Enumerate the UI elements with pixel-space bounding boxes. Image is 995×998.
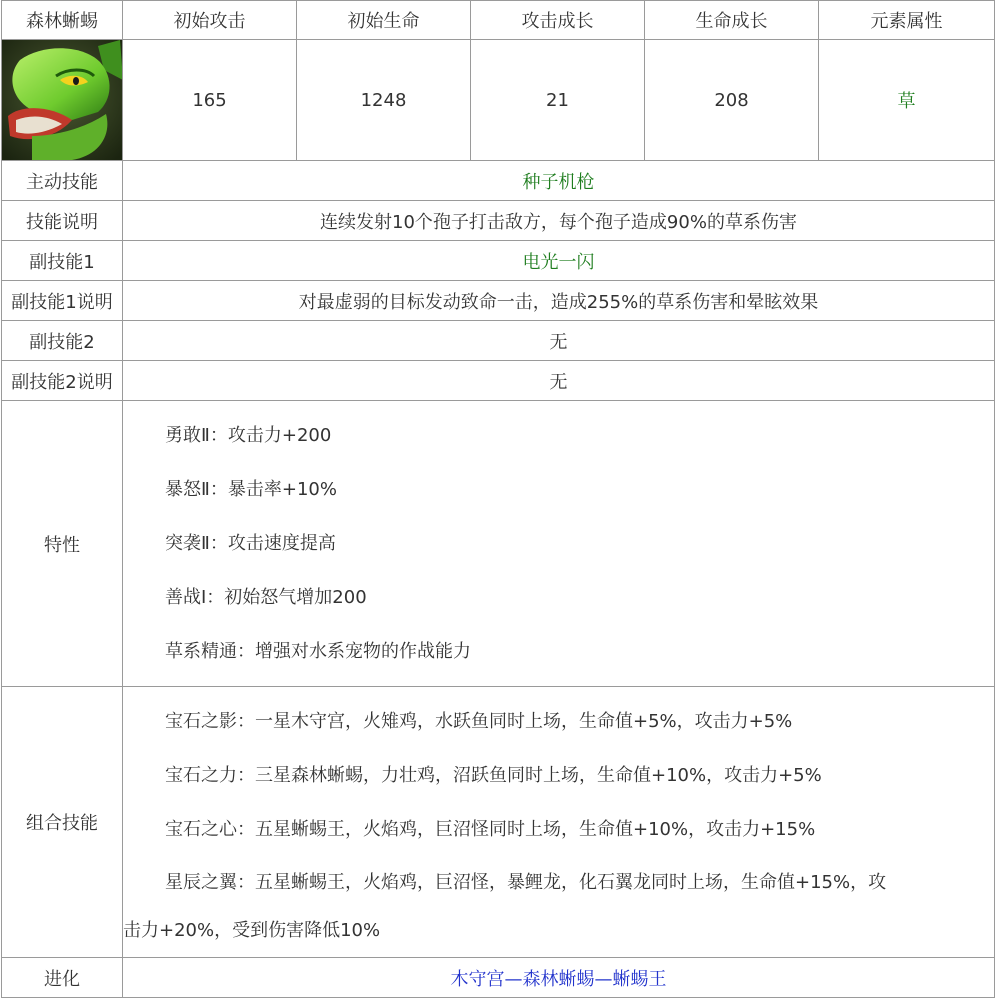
trait-item: 暴怒Ⅱ：暴击率+10% [165,479,337,500]
col-header-initial-attack: 初始攻击 [123,1,297,40]
sub-skill-2-desc-label: 副技能2说明 [2,361,123,401]
combo-skills-label: 组合技能 [2,687,123,958]
traits-list [123,401,995,687]
sub-skill-1-desc-label: 副技能1说明 [2,281,123,321]
sub-skill-2-desc-value: 无 [123,361,995,401]
sub-skill-1-desc-value: 对最虚弱的目标发动致命一击，造成255%的草系伤害和晕眩效果 [123,281,995,321]
attack-growth-value: 21 [471,40,645,161]
sub-skill-2-value: 无 [123,321,995,361]
trait-item: 勇敢Ⅱ：攻击力+200 [165,425,332,446]
initial-hp-value: 1248 [297,40,471,161]
col-header-initial-hp: 初始生命 [297,1,471,40]
traits-label: 特性 [2,401,123,687]
combo-item: 宝石之心：五星蜥蜴王，火焰鸡，巨沼怪同时上场，生命值+10%，攻击力+15% [165,819,816,840]
col-header-hp-growth: 生命成长 [645,1,819,40]
skill-desc-value: 连续发射10个孢子打击敌方，每个孢子造成90%的草系伤害 [123,201,995,241]
trait-item: 突袭Ⅱ：攻击速度提高 [165,533,336,554]
traits-row [2,401,995,687]
combo-item: 宝石之影：一星木守宫，火雉鸡，水跃鱼同时上场，生命值+5%，攻击力+5% [165,711,793,732]
pet-info-table [1,0,995,998]
element-value: 草 [819,40,995,161]
sub-skill-1-row [2,241,995,281]
stats-row [2,40,995,161]
evolution-chain[interactable]: 木守宫—森林蜥蜴—蜥蜴王 [123,958,995,998]
col-header-element: 元素属性 [819,1,995,40]
evolution-label: 进化 [2,958,123,998]
sub-skill-2-desc-row [2,361,995,401]
sub-skill-1-label: 副技能1 [2,241,123,281]
skill-desc-label: 技能说明 [2,201,123,241]
combo-item: 宝石之力：三星森林蜥蜴，力壮鸡，沼跃鱼同时上场，生命值+10%，攻击力+5% [165,765,822,786]
combo-skills-row [2,687,995,958]
combo-skills-list [123,687,995,958]
sub-skill-2-row [2,321,995,361]
trait-item: 善战I：初始怒气增加200 [165,587,367,608]
grovyle-portrait [2,40,123,160]
initial-attack-value: 165 [123,40,297,161]
pet-portrait-cell [2,40,123,161]
skill-desc-row [2,201,995,241]
active-skill-label: 主动技能 [2,161,123,201]
pet-name-header: 森林蜥蜴 [2,1,123,40]
evolution-row [2,958,995,998]
sub-skill-1-value: 电光一闪 [123,241,995,281]
sub-skill-1-desc-row [2,281,995,321]
sub-skill-2-label: 副技能2 [2,321,123,361]
col-header-attack-growth: 攻击成长 [471,1,645,40]
trait-item: 草系精通：增强对水系宠物的作战能力 [165,641,471,662]
hp-growth-value: 208 [645,40,819,161]
combo-item: 星辰之翼：五星蜥蜴王，火焰鸡，巨沼怪，暴鲤龙，化石翼龙同时上场，生命值+15%，攻 击力+20%，受到伤害降低10% [123,872,887,941]
active-skill-row [2,161,995,201]
header-row [2,1,995,40]
active-skill-value: 种子机枪 [123,161,995,201]
